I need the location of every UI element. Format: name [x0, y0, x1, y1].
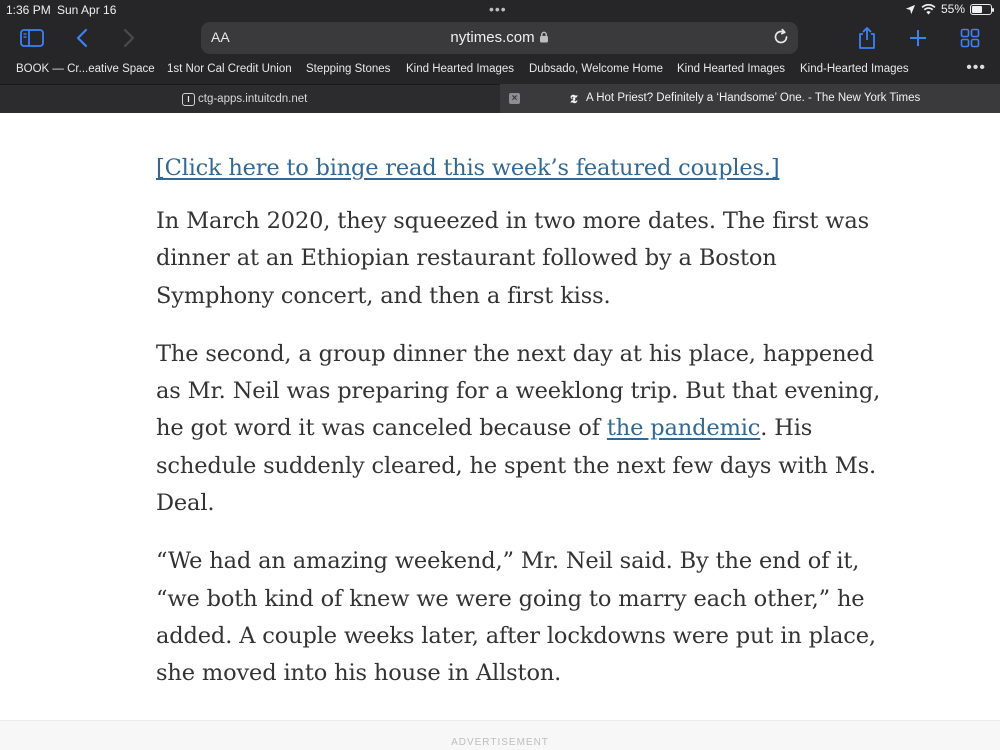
reader-aa-button[interactable]: AA [211, 29, 230, 45]
safari-toolbar [0, 20, 1000, 58]
forward-chevron-icon[interactable] [121, 26, 137, 50]
tab-ctg-apps[interactable] [0, 84, 500, 113]
article-paragraph: In March 2020, they squeezed in two more dates. The first was dinner at an Ethiopian restaurant followed by a Boston Symphony concert, and then a first kiss. [156, 208, 870, 309]
advertisement-strip [0, 720, 1000, 750]
url-text: nytimes.com [450, 29, 535, 46]
status-date: Sun Apr 16 [57, 3, 117, 17]
battery-fill [972, 6, 982, 13]
paragraph-text: . His schedule suddenly cleared, he spent the next few days with Ms. Deal. [156, 415, 876, 517]
tab-label: ctg-apps.intuitcdn.net [198, 93, 308, 105]
article-paragraph: “We had an amazing weekend,” Mr. Neil said. By the end of it, “we both kind of knew we were going to marry each other,” he added. A couple weeks later, after lockdowns were put in place, she moved into his house in Allston. [156, 548, 876, 687]
location-arrow-icon [905, 4, 916, 15]
tab-nytimes-active[interactable] [500, 84, 1000, 113]
tab-label: A Hot Priest? Definitely a ‘Handsome’ One. - The New York Times [586, 92, 921, 104]
more-bookmarks-icon[interactable]: ••• [966, 59, 986, 76]
favorites-bar [0, 58, 1000, 84]
binge-read-link[interactable]: [Click here to binge read this week’s featured couples.] [156, 155, 780, 181]
wifi-icon [921, 4, 936, 15]
status-bar [0, 0, 1000, 20]
tab-overview-icon[interactable] [959, 26, 981, 50]
bookmark-item[interactable]: Dubsado, Welcome Home [529, 63, 664, 75]
bookmark-item[interactable]: Stepping Stones [306, 63, 391, 75]
bookmark-item[interactable]: Kind Hearted Images [406, 63, 515, 75]
lock-icon [539, 31, 549, 43]
multitasking-dots-icon[interactable]: ••• [489, 1, 507, 17]
bookmark-item[interactable]: Kind Hearted Images [677, 63, 786, 75]
sidebar-toggle-icon[interactable] [19, 26, 45, 50]
url-display[interactable] [201, 29, 798, 46]
status-indicators [905, 2, 992, 16]
bookmark-item[interactable]: Kind-Hearted Images [800, 63, 909, 75]
bookmark-item[interactable]: 1st Nor Cal Credit Union [167, 63, 292, 75]
bookmark-item[interactable]: BOOK — Cr...eative Space [16, 63, 155, 75]
share-icon[interactable] [856, 26, 878, 50]
new-tab-plus-icon[interactable] [907, 26, 929, 50]
browser-chrome [0, 0, 1000, 113]
advertisement-label: ADVERTISEMENT [451, 737, 549, 748]
back-chevron-icon[interactable] [74, 26, 90, 50]
pandemic-link[interactable]: the pandemic [606, 415, 761, 442]
battery-icon [970, 4, 992, 15]
battery-percent: 55% [940, 2, 965, 16]
status-time: 1:36 PM [6, 3, 51, 17]
paragraph-text: The second, a group dinner the next day at his place, happened as Mr. Neil was preparing for a weeklong trip. But that evening, he got word it was canceled because of [156, 340, 881, 442]
article-paragraph [156, 336, 901, 522]
article-body [156, 155, 901, 693]
tab-favicon-icon: I [182, 93, 195, 106]
tab-bar [0, 84, 1000, 113]
nyt-logo-icon: 𝕿 [570, 92, 578, 106]
close-tab-icon[interactable]: × [509, 93, 520, 104]
address-bar[interactable] [201, 22, 798, 54]
reload-icon[interactable] [772, 28, 790, 51]
